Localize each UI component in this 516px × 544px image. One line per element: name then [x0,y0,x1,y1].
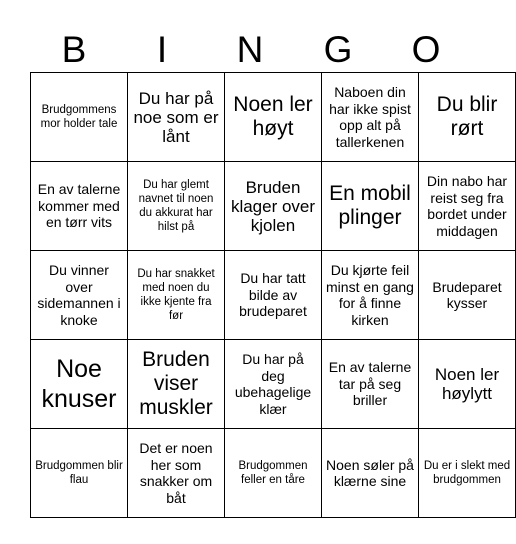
bingo-cell[interactable]: Du vinner over sidemannen i knoke [31,251,128,340]
bingo-cell[interactable]: En av talerne kommer med en tørr vits [31,162,128,251]
bingo-cell[interactable]: Din nabo har reist seg fra bordet under middagen [419,162,516,251]
bingo-row [31,340,516,429]
bingo-header [30,28,470,72]
bingo-cell[interactable]: Brudeparet kysser [419,251,516,340]
bingo-cell[interactable]: Brudgommen blir flau [31,429,128,518]
bingo-row [31,429,516,518]
header-letter-g: G [323,29,353,70]
bingo-row [31,251,516,340]
bingo-cell[interactable]: Det er noen her som snakker om båt [128,429,225,518]
bingo-cell[interactable]: Brudgommen feller en tåre [225,429,322,518]
bingo-cell[interactable]: Brudgommens mor holder tale [31,73,128,162]
bingo-cell[interactable]: Du er i slekt med brudgommen [419,429,516,518]
bingo-cell[interactable]: Du kjørte feil minst en gang for å finne kirken [322,251,419,340]
bingo-cell[interactable]: Du har tatt bilde av brudeparet [225,251,322,340]
bingo-cell[interactable]: Bruden viser muskler [128,340,225,429]
bingo-cell[interactable]: Noen ler høylytt [419,340,516,429]
bingo-cell[interactable]: Du har snakket med noen du ikke kjente fra før [128,251,225,340]
bingo-cell[interactable]: En av talerne tar på seg briller [322,340,419,429]
bingo-grid [30,72,516,518]
bingo-cell[interactable]: Bruden klager over kjolen [225,162,322,251]
bingo-row [31,162,516,251]
header-letter-o: O [411,29,441,70]
header-letter-b: B [61,29,87,70]
bingo-cell[interactable]: Du blir rørt [419,73,516,162]
bingo-cell[interactable]: Du har på noe som er lånt [128,73,225,162]
bingo-cell[interactable]: Noe knuser [31,340,128,429]
bingo-cell[interactable]: Du har glemt navnet til noen du akkurat har hilst på [128,162,225,251]
bingo-cell[interactable]: Noen ler høyt [225,73,322,162]
bingo-cell[interactable]: En mobil plinger [322,162,419,251]
header-letter-n: N [236,29,264,70]
header-letter-i: I [156,29,168,70]
bingo-cell[interactable]: Du har på deg ubehagelige klær [225,340,322,429]
bingo-cell[interactable]: Noen søler på klærne sine [322,429,419,518]
bingo-row [31,73,516,162]
bingo-cell[interactable]: Naboen din har ikke spist opp alt på tallerkenen [322,73,419,162]
